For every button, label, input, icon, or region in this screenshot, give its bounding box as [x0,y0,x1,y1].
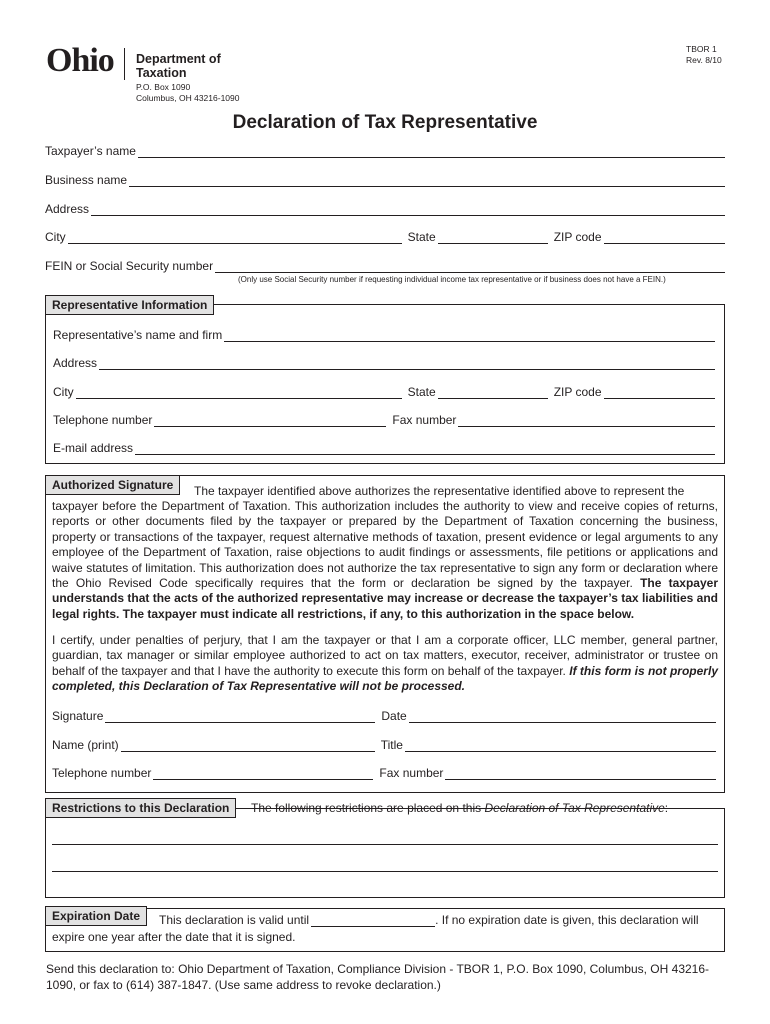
taxpayer-city-label: City [45,230,66,244]
title-label: Title [380,738,403,752]
rep-fax-input[interactable] [458,415,715,427]
taxpayer-address-field [45,200,725,216]
rep-zip-input[interactable] [604,387,715,399]
restrictions-intro [251,801,668,815]
signer-phone-row [52,764,716,780]
department-line-1: Department of [136,52,221,66]
title-input[interactable] [405,740,716,752]
expiration-text-line-2: expire one year after the date that it is signed. [52,930,296,944]
form-number: TBOR 1 [686,44,717,54]
taxpayer-address-label: Address [45,202,90,216]
signer-phone-label: Telephone number [52,766,152,780]
restrictions-text-italic: Declaration of Tax Representative [484,801,665,815]
signer-phone-input[interactable] [153,768,373,780]
rep-address-field [53,354,715,370]
name-print-label: Name (print) [52,738,119,752]
rep-state-input[interactable] [438,387,548,399]
form-revision: Rev. 8/10 [686,55,722,65]
ohio-logo: Ohio [46,42,114,79]
rep-name-label: Representative’s name and firm [53,328,223,342]
taxpayer-zip-input[interactable] [604,232,725,244]
representative-section-label: Representative Information [45,295,214,315]
signature-input[interactable] [105,711,375,723]
footer-instructions [46,962,726,993]
restrictions-line-2[interactable] [52,870,718,872]
business-name-label: Business name [45,173,128,187]
taxpayer-city-input[interactable] [68,232,402,244]
certification-paragraph [52,633,718,695]
rep-name-field [53,326,715,342]
date-input[interactable] [409,711,716,723]
expiration-row [159,911,719,927]
expiration-section-label: Expiration Date [45,906,147,926]
restrictions-section-label: Restrictions to this Declaration [45,798,236,818]
signature-section-label: Authorized Signature [45,475,180,495]
taxpayer-city-row [45,228,725,244]
rep-phone-input[interactable] [154,415,386,427]
signature-label: Signature [52,709,104,723]
address-line-2: Columbus, OH 43216-1090 [136,93,240,103]
certification-warning: If this form is not properly completed, this Declaration of Tax Representative will not be processed. [52,663,718,694]
authorization-paragraph [52,499,718,622]
fein-note: (Only use Social Security number if requesting individual income tax representative or if business does not have a FEIN.) [238,275,666,284]
rep-phone-row [53,411,715,427]
restrictions-text-suffix: : [664,801,669,815]
business-name-input[interactable] [129,175,725,187]
department-address [136,82,239,104]
footer-line-1: Send this declaration to: Ohio Department of Taxation, Compliance Division - TBOR 1, P.O. Box 1090, Columbus, OH 43216- [46,962,710,976]
rep-email-field [53,439,715,455]
certification-text: I certify, under penalties of perjury, that I am the taxpayer or that I am a corporate officer, LLC member, general partner, guardian, tax manager or similar employee authorized to act on tax matters, executor, receiver, administrator or trustee on behalf of the taxpayer and that I have the authority to execute this form on behalf of the taxpayer. [52,633,718,678]
authorization-bold-text: The taxpayer understands that the acts of the authorized representative may increase or decrease the taxpayer’s tax liabilities and legal rights. The taxpayer must indicate all restrictions, if any, to this authorization in the space below. [52,576,718,621]
rep-email-input[interactable] [135,443,715,455]
footer-line-2: 1090, or fax to (614) 387-1847. (Use same address to revoke declaration.) [46,977,441,992]
rep-city-row [53,383,715,399]
rep-name-input[interactable] [224,330,715,342]
fein-field [45,257,725,273]
fein-label: FEIN or Social Security number [45,259,214,273]
rep-address-input[interactable] [99,358,715,370]
authorization-text: taxpayer before the Department of Taxation. This authorization includes the authority to view and receive copies of returns, reports or other documents filed by the taxpayer or prepared by the Department of Taxation concerning the business, property or transactions of the taxpayer, request alternative methods of taxation, present evidence or legal arguments to any employee of the Department of Taxation, raise objections to audit findings or assessments, file petitions or applications and waive statutes of limitation. This authorization does not authorize the tax representative to sign any form or declaration where the Ohio Revised Code specifically requires that the form or declaration be signed by the taxpayer. [52,499,718,591]
rep-zip-label: ZIP code [553,385,602,399]
signer-fax-input[interactable] [445,768,716,780]
restrictions-section [45,808,725,898]
taxpayer-state-input[interactable] [438,232,548,244]
rep-email-label: E-mail address [53,441,134,455]
business-name-field [45,171,725,187]
taxpayer-address-input[interactable] [91,204,725,216]
restrictions-line-1[interactable] [52,843,718,845]
taxpayer-name-field [45,142,725,158]
address-line-1: P.O. Box 1090 [136,82,191,92]
department-line-2: Taxation [136,66,187,80]
department-name [136,52,221,80]
rep-city-input[interactable] [76,387,402,399]
name-print-row [52,736,716,752]
restrictions-text-prefix: The following restrictions are placed on this [251,801,482,815]
taxpayer-name-input[interactable] [138,146,725,158]
rep-city-label: City [53,385,74,399]
rep-address-label: Address [53,356,98,370]
expiration-text-before: This declaration is valid until [159,913,310,927]
signer-fax-label: Fax number [379,766,444,780]
taxpayer-state-label: State [407,230,436,244]
signature-row [52,707,716,723]
page-title: Declaration of Tax Representative [232,112,538,133]
date-label: Date [381,709,407,723]
taxpayer-name-label: Taxpayer’s name [45,144,136,158]
rep-fax-label: Fax number [392,413,457,427]
authorization-first-line: The taxpayer identified above authorizes the representative identified above to represent the [194,484,685,498]
form-number-block [686,44,722,66]
expiration-date-input[interactable] [311,915,435,927]
logo-divider [124,48,125,80]
rep-phone-label: Telephone number [53,413,153,427]
fein-input[interactable] [215,261,725,273]
taxpayer-zip-label: ZIP code [553,230,602,244]
expiration-text-after: . If no expiration date is given, this declaration will [435,913,699,927]
rep-state-label: State [407,385,436,399]
name-print-input[interactable] [121,740,375,752]
